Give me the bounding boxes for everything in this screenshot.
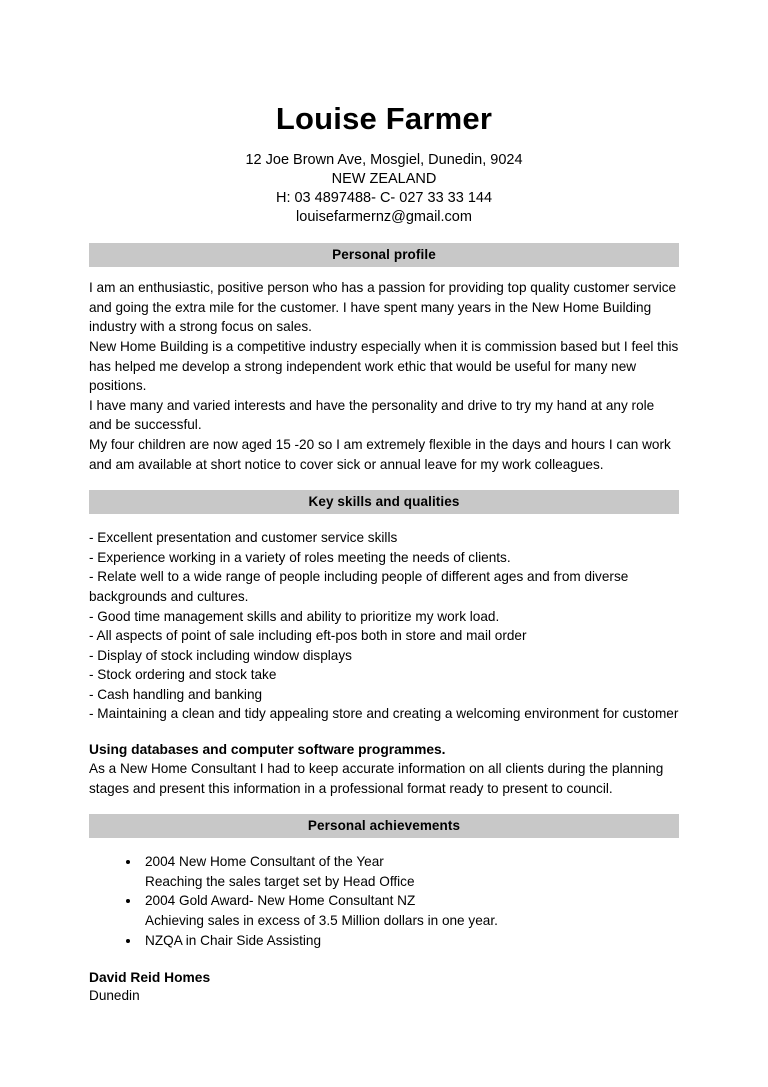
- contact-email: louisefarmernz@gmail.com: [296, 209, 472, 226]
- list-item: - All aspects of point of sale including eft-pos both in store and mail order: [89, 628, 527, 644]
- employer-city: Dunedin: [89, 988, 140, 1004]
- profile-paragraph: I am an enthusiastic, positive person who has a passion for providing top quality customer service and going the extra mile for the customer. I have spent many years in the New Home Building industry with a strong focus on sales.: [89, 280, 677, 335]
- list-item: - Relate well to a wide range of people including people of different ages and from diverse backgrounds and cultures.: [89, 569, 629, 604]
- list-item: - Cash handling and banking: [89, 686, 263, 702]
- list-item: - Good time management skills and ability to prioritize my work load.: [89, 608, 500, 624]
- list-item: - Experience working in a variety of roles meeting the needs of clients.: [89, 549, 511, 565]
- achievement-detail: Achieving sales in excess of 3.5 Million dollars in one year.: [145, 913, 498, 929]
- key-skills-list: [89, 528, 679, 724]
- contact-country: NEW ZEALAND: [331, 171, 437, 188]
- employer-name: David Reid Homes: [89, 970, 211, 986]
- list-item: - Stock ordering and stock take: [89, 667, 277, 683]
- achievement-title: 2004 Gold Award- New Home Consultant NZ: [145, 893, 416, 909]
- achievements-list: [89, 852, 679, 950]
- contact-address: 12 Joe Brown Ave, Mosgiel, Dunedin, 9024: [245, 152, 523, 169]
- databases-subheading: Using databases and computer software programmes.: [89, 742, 446, 758]
- achievement-title: NZQA in Chair Side Assisting: [145, 932, 322, 948]
- list-item: - Excellent presentation and customer service skills: [89, 530, 398, 546]
- personal-profile-body: [89, 278, 679, 474]
- achievement-title: 2004 New Home Consultant of the Year: [145, 854, 384, 870]
- section-header-personal-achievements: Personal achievements: [89, 814, 679, 838]
- contact-phones: H: 03 4897488- C- 027 33 33 144: [275, 190, 493, 207]
- list-item: - Maintaining a clean and tidy appealing store and creating a welcoming environment for customer: [89, 706, 679, 722]
- databases-body: As a New Home Consultant I had to keep accurate information on all clients during the planning stages and present this information in a professional format ready to present to council.: [89, 761, 664, 796]
- contact-block: [89, 151, 679, 227]
- section-header-personal-profile: Personal profile: [89, 243, 679, 267]
- list-item: [141, 852, 679, 891]
- profile-paragraph: My four children are now aged 15 -20 so I am extremely flexible in the days and hours I can work and am available at short notice to cover sick or annual leave for my work colleagues.: [89, 436, 671, 472]
- list-item: [141, 931, 679, 951]
- profile-paragraph: I have many and varied interests and have the personality and drive to try my hand at any role and be successful.: [89, 397, 655, 433]
- profile-paragraph: New Home Building is a competitive industry especially when it is commission based but I feel this has helped me develop a strong independent work ethic that would be useful for many new positions.: [89, 338, 679, 394]
- list-item: [141, 891, 679, 930]
- list-item: - Display of stock including window displays: [89, 647, 352, 663]
- page-title: Louise Farmer: [275, 101, 493, 136]
- achievement-detail: Reaching the sales target set by Head Office: [145, 873, 415, 889]
- section-header-key-skills: Key skills and qualities: [89, 490, 679, 514]
